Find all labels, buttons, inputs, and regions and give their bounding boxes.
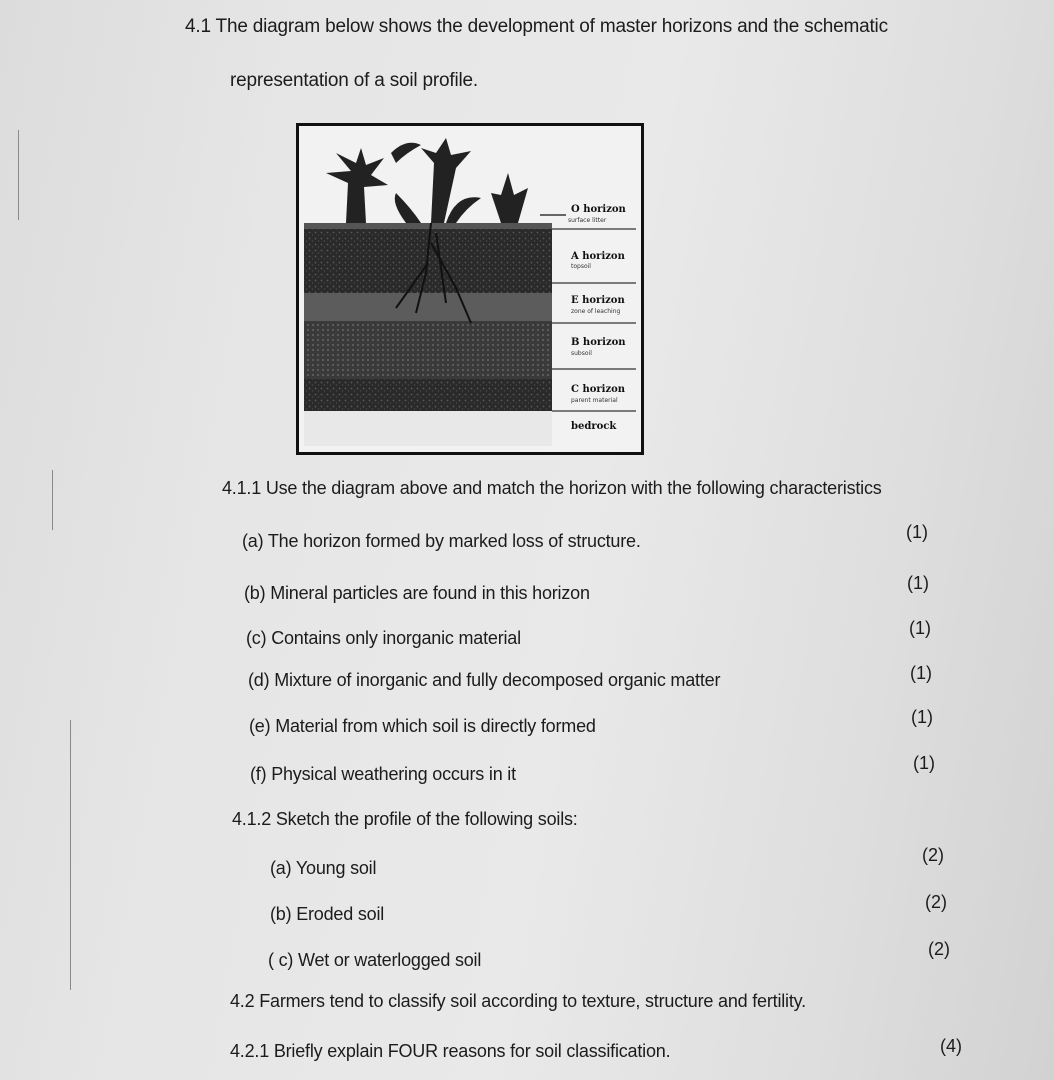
question-4-2-1: 4.2.1 Briefly explain FOUR reasons for soil classification. — [230, 1041, 671, 1061]
margin-line — [52, 470, 53, 530]
mark-4-1-2-c: (2) — [928, 939, 950, 959]
e-horizon-layer — [304, 293, 552, 323]
b-horizon-layer — [304, 321, 552, 381]
o-horizon-sublabel: surface litter — [568, 217, 607, 224]
mark-4-1-1-b: (1) — [907, 573, 929, 593]
b-horizon-sublabel: subsoil — [571, 350, 592, 357]
margin-line — [70, 720, 71, 990]
mark-4-1-1-a: (1) — [906, 522, 928, 542]
question-4-1-1-e: (e) Material from which soil is directly formed — [249, 716, 596, 736]
c-horizon-label: C horizon — [571, 384, 626, 395]
mark-4-1-1-f: (1) — [913, 753, 935, 773]
question-4-1-1-b: (b) Mineral particles are found in this horizon — [244, 583, 590, 603]
mark-4-1-2-b: (2) — [925, 892, 947, 912]
question-4-1-1-c: (c) Contains only inorganic material — [246, 628, 521, 648]
a-horizon-label: A horizon — [571, 251, 625, 262]
question-4-1-2-a: (a) Young soil — [270, 858, 377, 878]
mark-4-2-1: (4) — [940, 1036, 962, 1056]
e-horizon-label: E horizon — [571, 295, 625, 306]
b-horizon-label: B horizon — [571, 337, 626, 348]
c-horizon-layer — [304, 379, 552, 413]
mark-4-1-2-a: (2) — [922, 845, 944, 865]
question-4-1-1-f: (f) Physical weathering occurs in it — [250, 764, 516, 784]
bedrock-label: bedrock — [571, 421, 617, 432]
question-4-1-1-d: (d) Mixture of inorganic and fully decomposed organic matter — [248, 670, 721, 690]
e-horizon-sublabel: zone of leaching — [571, 308, 621, 315]
question-4-1-2-c: ( c) Wet or waterlogged soil — [268, 950, 482, 970]
question-4-1-line-2: representation of a soil profile. — [230, 70, 478, 91]
question-4-1-1-heading: 4.1.1 Use the diagram above and match the horizon with the following characteristics — [222, 478, 882, 498]
question-4-1-2-b: (b) Eroded soil — [270, 904, 385, 924]
soil-profile-diagram — [296, 123, 646, 457]
o-horizon-label: O horizon — [571, 204, 626, 215]
bedrock-layer — [304, 411, 552, 446]
mark-4-1-1-e: (1) — [911, 707, 933, 727]
question-4-1-line-1: 4.1 The diagram below shows the development of master horizons and the schematic — [185, 16, 888, 37]
question-4-2: 4.2 Farmers tend to classify soil according to texture, structure and fertility. — [230, 991, 806, 1011]
a-horizon-sublabel: topsoil — [571, 263, 591, 270]
margin-line — [18, 130, 19, 220]
c-horizon-sublabel: parent material — [571, 397, 618, 404]
mark-4-1-1-d: (1) — [910, 663, 932, 683]
question-4-1-1-a: (a) The horizon formed by marked loss of structure. — [242, 531, 641, 551]
mark-4-1-1-c: (1) — [909, 618, 931, 638]
question-4-1-2-heading: 4.1.2 Sketch the profile of the following soils: — [232, 809, 578, 829]
